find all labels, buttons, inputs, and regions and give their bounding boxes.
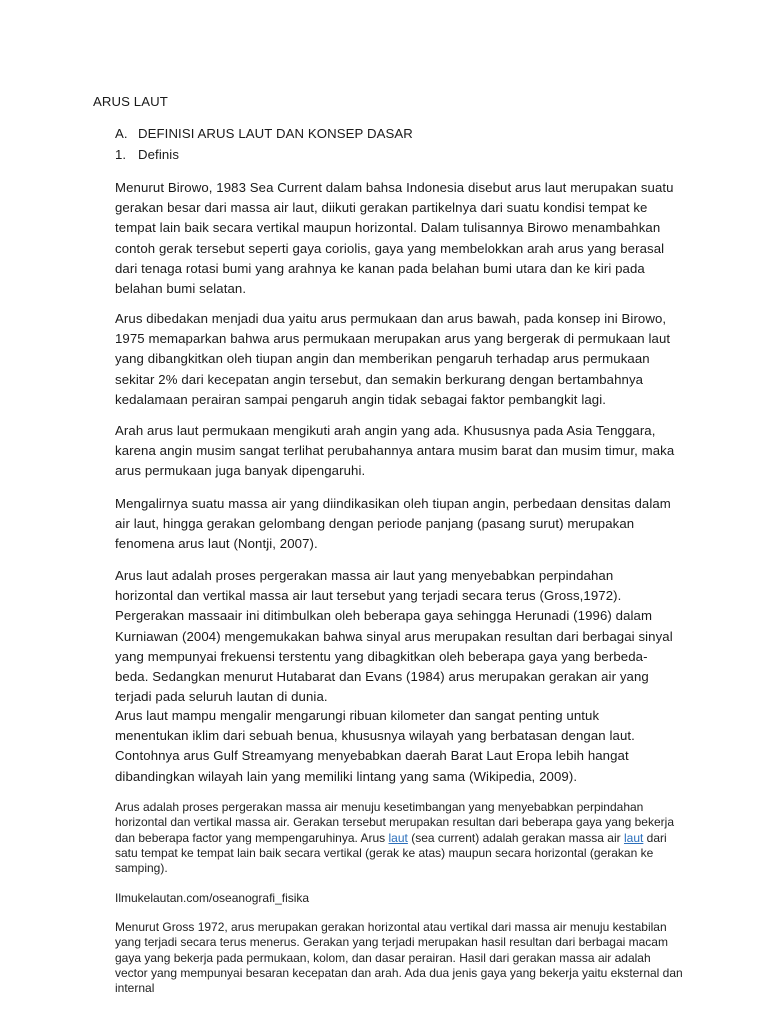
web-text: dari satu tempat ke tempat lain baik secara vertikal (gerak ke atas) maupun secara horizontal (gerakan ke samping).: [115, 830, 667, 876]
section-marker: A.: [115, 126, 128, 141]
paragraph: Mengalirnya suatu massa air yang diindikasikan oleh tiupan angin, perbedaan densitas dalam air laut, hingga gerakan gelombang dengan periode panjang (pasang surut) merupakan fenomena arus laut (Nontji, 2007).: [115, 496, 671, 552]
web-paragraph: [115, 800, 685, 876]
last-paragraph: Menurut Gross 1972, arus merupakan gerakan horizontal atau vertikal dari massa air menuju kestabilan yang terjadi secara terus menerus. Gerakan yang terjadi merupakan hasil resultan dari berbagai macam gaya yang bekerja pada permukaan, kolom, dan dasar perairan. Hasil dari gerakan massa air adalah vector yang mempunyai besaran kecepatan dan arah. Ada dua jenis gaya yang bekerja yaitu eksternal dan internal: [115, 920, 683, 996]
paragraph: Arus dibedakan menjadi dua yaitu arus permukaan dan arus bawah, pada konsep ini Birowo, 1975 memaparkan bahwa arus permukaan merupakan arus yang bergerak di permukaan laut yang dibangkitkan oleh tiupan angin dan memberikan pengaruh terhadap arus permukaan sekitar 2% dari kecepatan angin tersebut, dan semakin berkurang dengan bertambahnya kedalamaan perairan sampai pengaruh angin tidak sebagai faktor pembangkit lagi.: [115, 311, 671, 407]
paragraph: Arus laut adalah proses pergerakan massa air laut yang menyebabkan perpindahan horizontal dan vertikal massa air laut tersebut yang terjadi secara terus (Gross,1972). Pergerakan massaair ini ditimbulkan oleh beberapa gaya sehingga Herunadi (1996) dalam Kurniawan (2004) mengemukakan bahwa sinyal arus merupakan resultan dari berbagai sinyal yang mempunyai frekuensi terstentu yang dibagkitkan oleh beberapa gaya yang berbeda-beda. Sedangkan menurut Hutabarat dan Evans (1984) arus merupakan gerakan air yang terjadi pada seluruh lautan di dunia.: [115, 568, 673, 705]
subsection-heading: [115, 146, 179, 164]
paragraph: Menurut Birowo, 1983 Sea Current dalam bahsa Indonesia disebut arus laut merupakan suatu gerakan besar dari massa air laut, diikuti gerakan partikelnya dari suatu kondisi tempat ke tempat lain baik secara vertikal maupun horizontal. Dalam tulisannya Birowo menambahkan contoh gerak tersebut seperti gaya coriolis, gaya yang membelokkan arah arus yang berasal dari tenaga rotasi bumi yang arahnya ke kanan pada belahan bumi utara dan ke kiri pada belahan bumi selatan.: [115, 180, 674, 297]
subsection-title: Definis: [138, 147, 180, 162]
section-heading: [115, 125, 413, 143]
web-text: (sea current) adalah gerakan massa air: [407, 830, 624, 845]
paragraph: Arus laut mampu mengalir mengarungi ribuan kilometer dan sangat penting untuk menentukan iklim dari sebuah benua, khususnya wilayah yang berbatasan dengan laut. Contohnya arus Gulf Streamyang menyebabkan daerah Barat Laut Eropa lebih hangat dibandingkan wilayah lain yang memiliki lintang yang sama (Wikipedia, 2009).: [115, 708, 635, 784]
subsection-marker: 1.: [115, 147, 127, 162]
laut-link[interactable]: laut: [388, 830, 408, 845]
laut-link[interactable]: laut: [623, 830, 644, 845]
source-line: Ilmukelautan.com/oseanografi_fisika: [115, 891, 310, 905]
paragraph: Arah arus laut permukaan mengikuti arah angin yang ada. Khususnya pada Asia Tenggara, karena angin musim sangat terlihat perubahannya antara musim barat dan musim timur, maka arus permukaan juga banyak dipengaruhi.: [115, 423, 675, 479]
web-text: Arus adalah proses pergerakan massa air menuju kesetimbangan yang menyebabkan perpindahan horizontal dan vertikal massa air. Gerakan tersebut merupakan resultan dari beberapa gaya yang bekerja dan beberapa factor yang mempengaruhinya. Arus: [115, 800, 674, 845]
section-title: DEFINISI ARUS LAUT DAN KONSEP DASAR: [138, 126, 413, 141]
document-title: ARUS LAUT: [93, 94, 168, 109]
